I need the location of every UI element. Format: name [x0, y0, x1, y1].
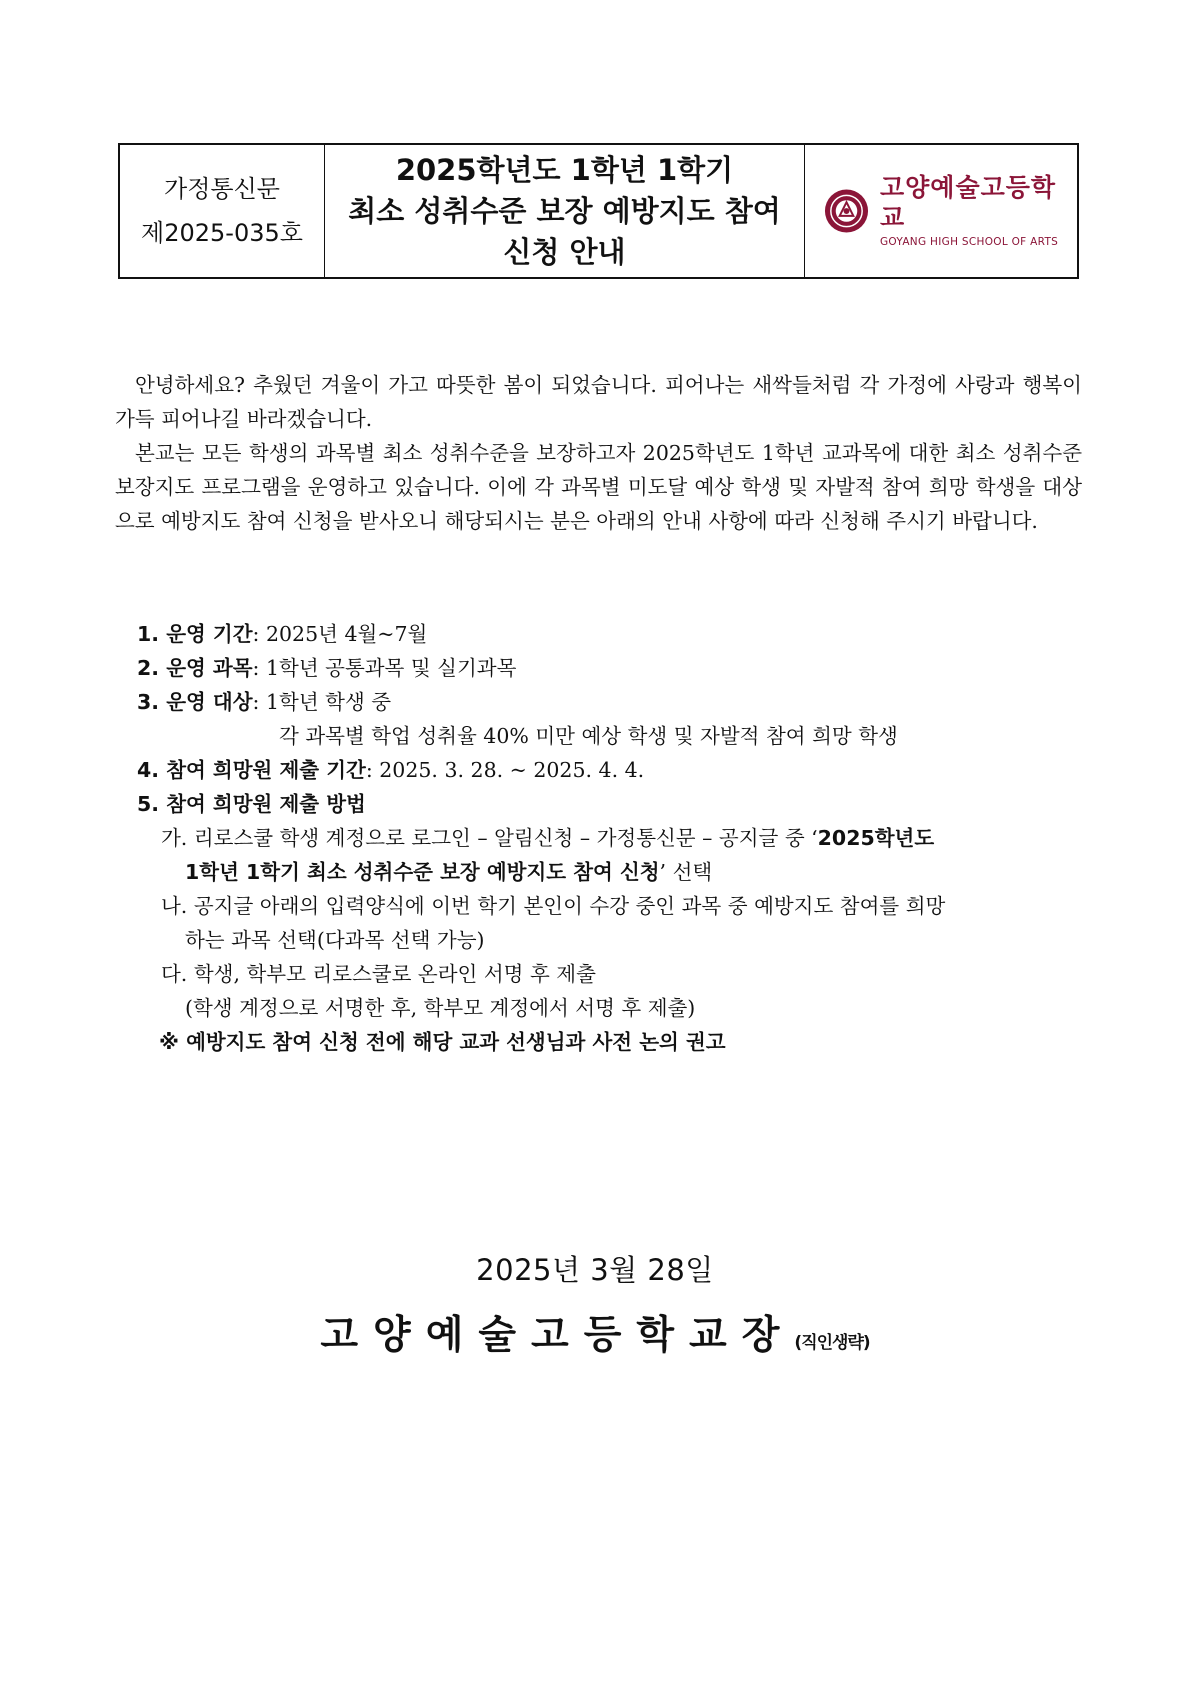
item-label: 5. 참여 희망원 제출 방법 — [137, 792, 366, 816]
method-ga-text: ’ 선택 — [659, 860, 713, 884]
info-list — [137, 617, 1082, 1059]
doc-type: 가정통신문 — [164, 175, 280, 203]
list-item — [137, 685, 1082, 719]
seal-note: (직인생략) — [794, 1333, 870, 1353]
intro-text — [115, 368, 1082, 538]
item-value: : 2025년 4월~7월 — [252, 622, 428, 646]
issue-date: 2025년 3월 28일 — [476, 1253, 714, 1287]
method-da: 다. 학생, 학부모 리로스쿨로 온라인 서명 후 제출 — [161, 962, 596, 986]
doc-title-line2: 최소 성취수준 보장 예방지도 참여 — [348, 193, 781, 228]
method-ga-bold: 1학년 1학기 최소 성취수준 보장 예방지도 참여 신청 — [185, 860, 660, 884]
method-ga — [137, 821, 1082, 855]
intro-paragraph-2: 본교는 모든 학생의 과목별 최소 성취수준을 보장하고자 2025학년도 1학년 교과목에 대한 최소 성취수준 보장지도 프로그램을 운영하고 있습니다. 이에 각 과목별 미도달 예상 학생 및 자발적 참여 희망 학생을 대상으로 예방지도 참여 신청을 받사오니 해당되시는 분은 아래의 안내 사항에 따라 신청해 주시기 바랍니다. — [115, 441, 1082, 533]
method-ga-cont — [137, 855, 1082, 889]
list-item — [137, 617, 1082, 651]
school-logo-cell — [805, 145, 1077, 277]
intro-paragraph-1: 안녕하세요? 추웠던 겨울이 가고 따뜻한 봄이 되었습니다. 피어나는 새싹들처럼 각 가정에 사랑과 행복이 가득 피어나길 바라겠습니다. — [115, 373, 1082, 431]
doc-title-cell — [325, 145, 805, 277]
principal-signature — [0, 1304, 1190, 1360]
item-value: : 1학년 학생 중 — [252, 690, 392, 714]
doc-title-line1: 2025학년도 1학년 1학기 — [395, 152, 734, 187]
list-item — [137, 753, 1082, 787]
item-extra: 각 과목별 학업 성취율 40% 미만 예상 학생 및 자발적 참여 희망 학생 — [279, 724, 898, 748]
method-ga-bold: 2025학년도 — [817, 826, 935, 850]
notice-note: ※ 예방지도 참여 신청 전에 해당 교과 선생님과 사전 논의 권고 — [159, 1030, 726, 1054]
method-na-cont: 하는 과목 선택(다과목 선택 가능) — [185, 928, 485, 952]
item-label: 4. 참여 희망원 제출 기간 — [137, 758, 366, 782]
school-logo-english: GOYANG HIGH SCHOOL OF ARTS — [880, 236, 1059, 248]
doc-title-line3: 신청 안내 — [503, 234, 626, 269]
method-ga-text: 가. 리로스쿨 학생 계정으로 로그인 – 알림신청 – 가정통신문 – 공지글 중 ‘ — [161, 826, 818, 850]
item-label: 2. 운영 과목 — [137, 656, 253, 680]
item-label: 3. 운영 대상 — [137, 690, 253, 714]
notice-header-table — [118, 143, 1079, 279]
list-item — [137, 787, 1082, 821]
item-value: : 2025. 3. 28. ~ 2025. 4. 4. — [365, 758, 645, 782]
doc-number: 제2025-035호 — [141, 219, 303, 247]
method-na: 나. 공지글 아래의 입력양식에 이번 학기 본인이 수강 중인 과목 중 예방지도 참여를 희망 — [161, 894, 946, 918]
school-emblem-icon — [823, 187, 870, 235]
method-da-cont: (학생 계정으로 서명한 후, 학부모 계정에서 서명 후 제출) — [185, 996, 696, 1020]
list-item — [137, 651, 1082, 685]
signature-name: 고양예술고등학교장 — [320, 1313, 795, 1358]
school-logo-korean: 고양예술고등학교 — [880, 173, 1057, 232]
item-label: 1. 운영 기간 — [137, 622, 253, 646]
item-value: : 1학년 공통과목 및 실기과목 — [252, 656, 517, 680]
doc-id-cell — [120, 145, 325, 277]
